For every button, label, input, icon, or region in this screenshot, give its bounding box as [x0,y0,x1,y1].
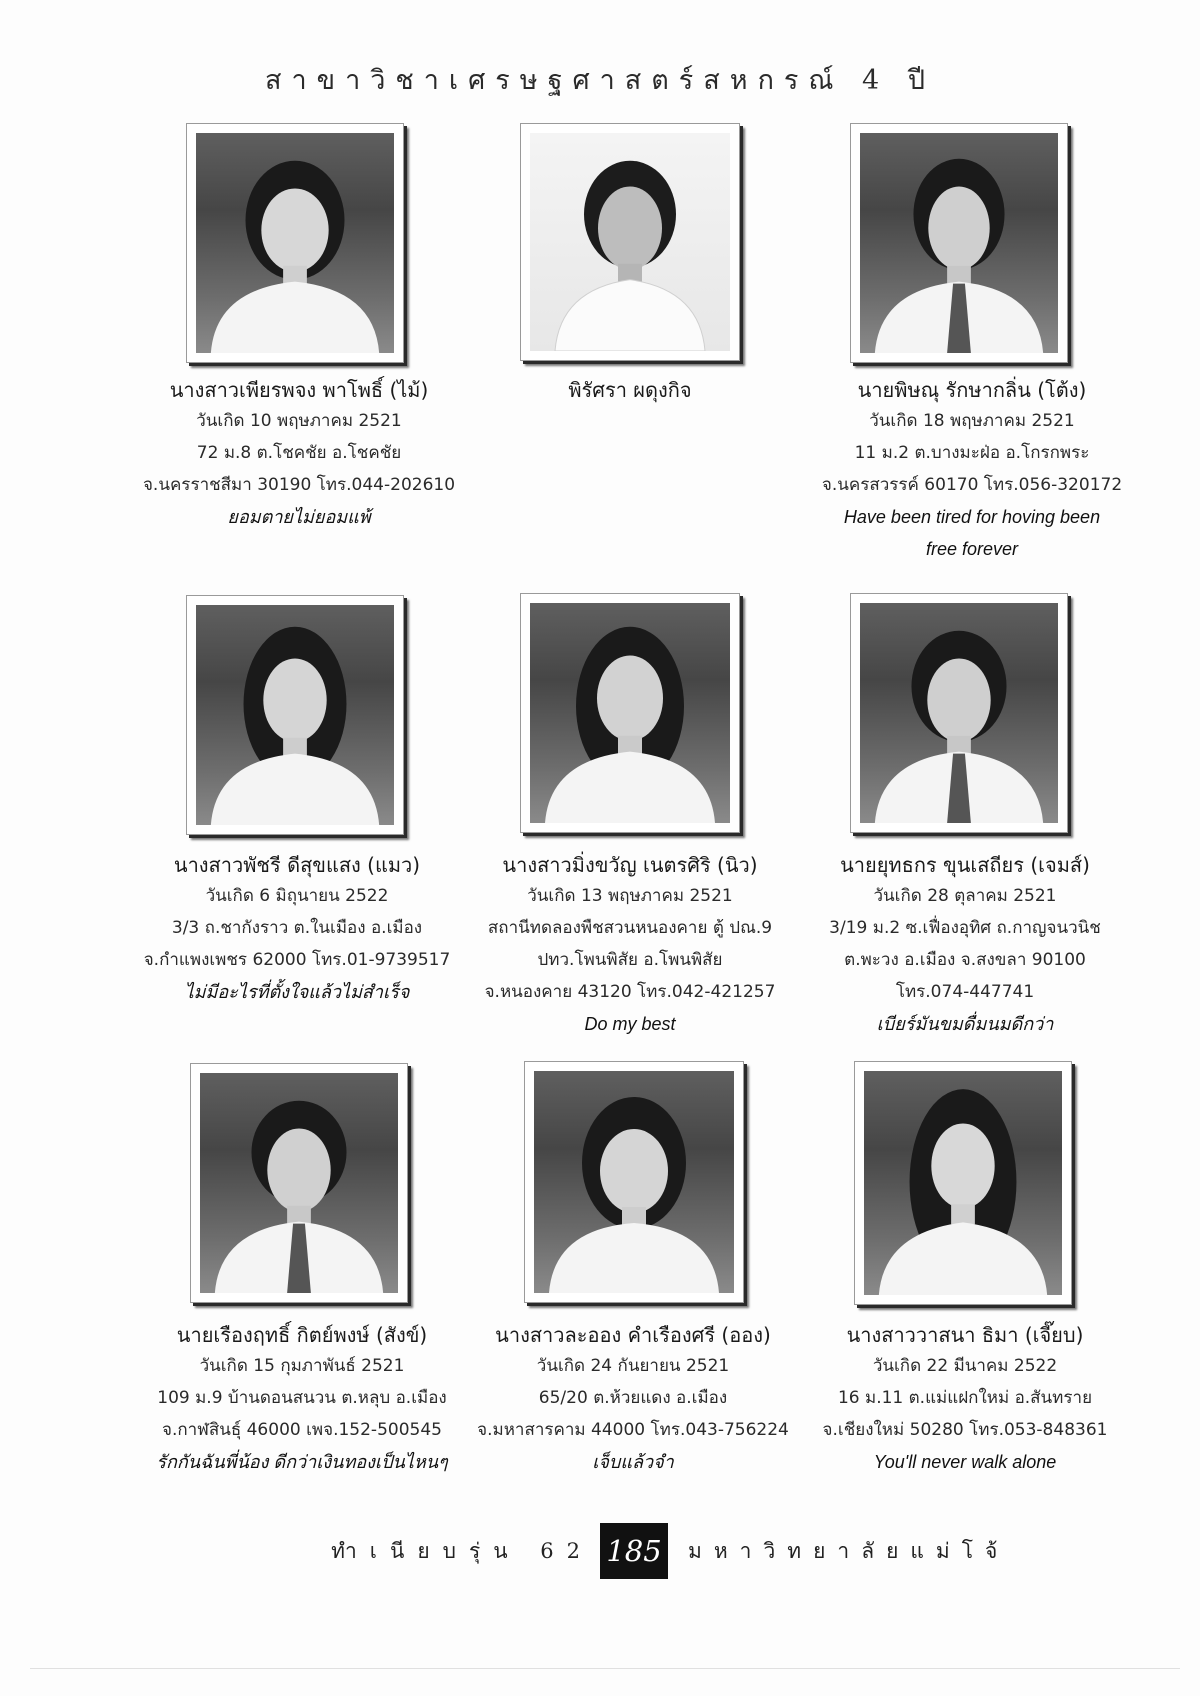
student-entry [450,850,810,1040]
portrait-photo [520,593,740,833]
birthdate-text: วันเกิด 10 พฤษภาคม 2521 [196,411,402,431]
birthdate-text: วันเกิด 28 ตุลาคม 2521 [873,886,1057,906]
birthdate-text: วันเกิด 15 กุมภาพันธ์ 2521 [199,1356,405,1376]
contact-text: จ.กำแพงเพชร 62000 โทร.01-9739517 [143,950,451,970]
motto-text: Do my best [584,1014,676,1034]
bottom-rule [30,1668,1180,1669]
portrait-photo [520,123,740,361]
motto-text: เจ็บแล้วจำ [592,1452,674,1472]
birthdate-text: วันเกิด 6 มิถุนายน 2522 [205,886,389,906]
address-text: 3/19 ม.2 ซ.เฟื่องอุทิศ ถ.กาญจนวนิช [829,918,1101,938]
contact-text: จ.เชียงใหม่ 50280 โทร.053-848361 [822,1420,1108,1440]
student-name: นายยุทธกร ขุนเสถียร (เจมส์) [840,853,1090,877]
student-name: นางสาวพัชรี ดีสุขแสง (แมว) [173,853,421,877]
birthdate-text: วันเกิด 13 พฤษภาคม 2521 [527,886,733,906]
student-entry [119,375,479,533]
student-name: นางสาวละออง คำเรืองศรี (ออง) [495,1323,771,1347]
student-name: นางสาวมิ่งขวัญ เนตรศิริ (นิว) [502,853,758,877]
student-name: นายเรืองฤทธิ์ กิตย์พงษ์ (สังข์) [176,1323,428,1347]
portrait-photo [850,123,1068,363]
portrait-photo [850,593,1068,833]
address-text: 11 ม.2 ต.บางมะฝ่อ อ.โกรกพระ [854,443,1090,463]
address-text: 72 ม.8 ต.โชคชัย อ.โชคชัย [196,443,402,463]
student-name: นางสาววาสนา ธิมา (เจี๊ยบ) [846,1323,1084,1347]
portrait-photo [854,1061,1072,1305]
portrait-photo [186,123,404,363]
birthdate-text: วันเกิด 24 กันยายน 2521 [536,1356,730,1376]
motto-text: free forever [925,539,1019,559]
footer-university-label: มหาวิทยาลัยแม่โจ้ [688,1539,1010,1563]
birthdate-text: วันเกิด 18 พฤษภาคม 2521 [869,411,1075,431]
student-name: นางสาวเพียรพจง พาโพธิ์ (ไม้) [169,378,429,402]
student-entry [117,850,477,1008]
contact-text: จ.นครราชสีมา 30190 โทร.044-202610 [142,475,456,495]
address-text: 65/20 ต.ห้วยแดง อ.เมือง [538,1388,728,1408]
student-name: พิรัศรา ผดุงกิจ [568,378,692,402]
student-entry [792,375,1152,565]
address-text: 3/3 ถ.ชากังราว ต.ในเมือง อ.เมือง [171,918,423,938]
address-text: 109 ม.9 บ้านดอนสนวน ต.หลุบ อ.เมือง [157,1388,447,1408]
student-entry [785,1320,1145,1478]
motto-text: ไม่มีอะไรที่ตั้งใจแล้วไม่สำเร็จ [184,982,410,1002]
address-text: สถานีทดลองพืชสวนหนองคาย ตู้ ปณ.9 [487,918,773,938]
address-text: ปทว.โพนพิสัย อ.โพนพิสัย [537,950,723,970]
portrait-photo [524,1061,744,1303]
motto-text: ยอมตายไม่ยอมแพ้ [227,507,371,527]
footer-yearbook-label: ทำเนียบรุ่น 62 [331,1539,593,1563]
motto-text: รักกันฉันพี่น้อง ดีกว่าเงินทองเป็นไหนๆ [156,1452,448,1472]
contact-text: โทร.074-447741 [895,982,1035,1002]
student-name: นายพิษณุ รักษากลิ่น (โต้ง) [857,378,1087,402]
page-number: 185 [600,1523,668,1579]
address-text: ต.พะวง อ.เมือง จ.สงขลา 90100 [844,950,1086,970]
student-entry [122,1320,482,1478]
page-header: สาขาวิชาเศรษฐศาสตร์สหกรณ์ 4 ปี [265,65,935,96]
motto-text: Have been tired for hoving been [843,507,1101,527]
contact-text: จ.หนองคาย 43120 โทร.042-421257 [484,982,776,1002]
motto-text: เบียร์มันขมดื่มนมดีกว่า [876,1014,1054,1034]
portrait-photo [186,595,404,835]
birthdate-text: วันเกิด 22 มีนาคม 2522 [872,1356,1058,1376]
page-footer [0,1523,1200,1579]
contact-text: จ.กาฬสินธุ์ 46000 เพจ.152-500545 [162,1420,442,1440]
student-entry [450,375,810,405]
address-text: 16 ม.11 ต.แม่แฝกใหม่ อ.สันทราย [837,1388,1093,1408]
student-entry [453,1320,813,1478]
contact-text: จ.มหาสารคาม 44000 โทร.043-756224 [477,1420,789,1440]
contact-text: จ.นครสวรรค์ 60170 โทร.056-320172 [821,475,1123,495]
student-entry [785,850,1145,1040]
portrait-photo [190,1063,408,1303]
motto-text: You'll never walk alone [873,1452,1057,1472]
